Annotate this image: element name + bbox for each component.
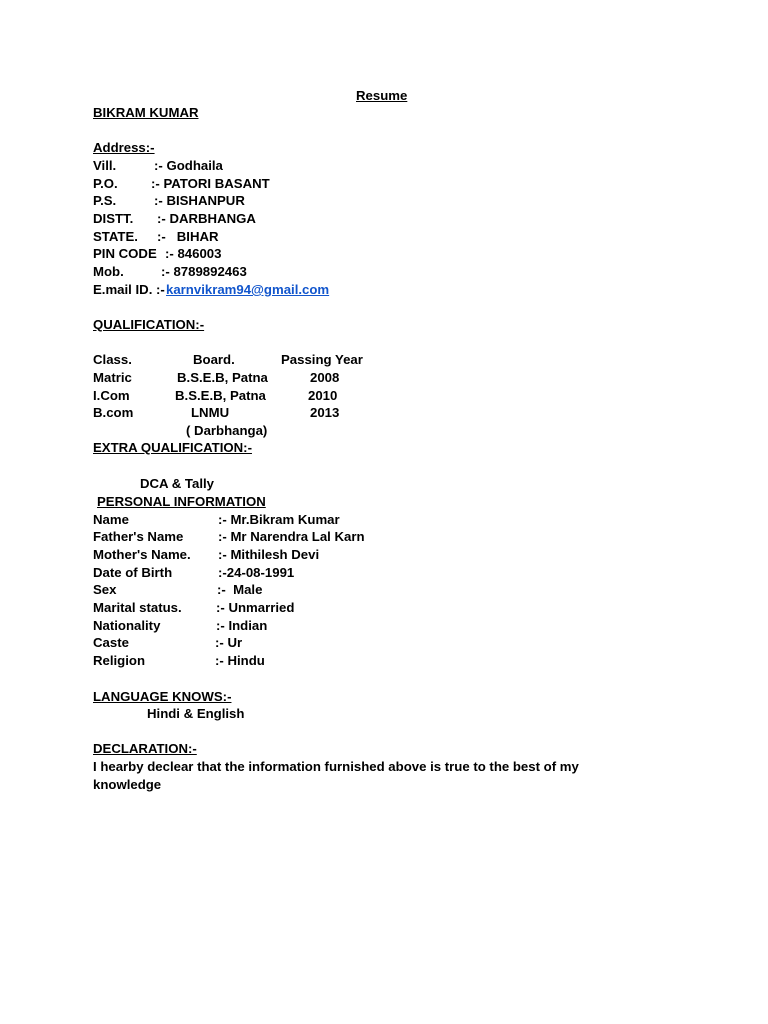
mother-name-value: :- Mithilesh Devi [218, 547, 320, 562]
col-class-header: Class. [93, 352, 132, 367]
po-value: :- PATORI BASANT [151, 176, 270, 191]
declaration-text-line-1: I hearby declear that the information furnished above is true to the best of my [93, 759, 579, 774]
qual-row-board: B.S.E.B, Patna [175, 388, 266, 403]
resume-title: Resume [356, 88, 408, 103]
state-value: :- BIHAR [157, 229, 219, 244]
religion-label: Religion [93, 653, 146, 668]
pin-label: PIN CODE [93, 246, 157, 261]
dob-value: :-24-08-1991 [218, 565, 295, 580]
religion-value: :- Hindu [215, 653, 265, 668]
qualification-heading: QUALIFICATION:- [93, 317, 205, 332]
marital-status-value: :- Unmarried [216, 600, 295, 615]
state-label: STATE. [93, 229, 138, 244]
address-heading: Address:- [93, 140, 155, 155]
dob-label: Date of Birth [93, 565, 173, 580]
nationality-value: :- Indian [216, 618, 268, 633]
vill-value: :- Godhaila [154, 158, 223, 173]
po-label: P.O. [93, 176, 118, 191]
name-heading: BIKRAM KUMAR [93, 105, 199, 120]
qual-row-board: LNMU [191, 405, 230, 420]
mother-name-label: Mother's Name. [93, 547, 191, 562]
ps-value: :- BISHANPUR [154, 193, 245, 208]
vill-label: Vill. [93, 158, 117, 173]
language-heading: LANGUAGE KNOWS:- [93, 689, 232, 704]
qual-row-board: B.S.E.B, Patna [177, 370, 268, 385]
declaration-text-line-2: knowledge [93, 777, 162, 792]
language-value: Hindi & English [147, 706, 245, 721]
col-board-header: Board. [193, 352, 235, 367]
extra-qualification-value: DCA & Tally [140, 476, 215, 491]
caste-value: :- Ur [215, 635, 243, 650]
email-link[interactable]: karnvikram94@gmail.com [166, 282, 330, 297]
qual-row-year: 2013 [310, 405, 340, 420]
personal-heading: PERSONAL INFORMATION [97, 494, 266, 509]
sex-value: :- Male [217, 582, 263, 597]
extra-qualification-heading: EXTRA QUALIFICATION:- [93, 440, 252, 455]
qual-row-year: 2008 [310, 370, 340, 385]
name-value: :- Mr.Bikram Kumar [218, 512, 340, 527]
declaration-heading: DECLARATION:- [93, 741, 197, 756]
qual-row-class: I.Com [93, 388, 130, 403]
father-name-label: Father's Name [93, 529, 184, 544]
distt-label: DISTT. [93, 211, 134, 226]
father-name-value: :- Mr Narendra Lal Karn [218, 529, 365, 544]
ps-label: P.S. [93, 193, 117, 208]
qual-row-year: 2010 [308, 388, 338, 403]
email-label: E.mail ID. :- [93, 282, 165, 297]
qual-row-class: B.com [93, 405, 134, 420]
nationality-label: Nationality [93, 618, 161, 633]
name-label: Name [93, 512, 129, 527]
board-note: ( Darbhanga) [186, 423, 268, 438]
sex-label: Sex [93, 582, 117, 597]
pin-value: :- 846003 [165, 246, 222, 261]
distt-value: :- DARBHANGA [157, 211, 256, 226]
col-year-header: Passing Year [281, 352, 363, 367]
marital-status-label: Marital status. [93, 600, 182, 615]
mob-value: :- 8789892463 [161, 264, 247, 279]
caste-label: Caste [93, 635, 129, 650]
mob-label: Mob. [93, 264, 124, 279]
qual-row-class: Matric [93, 370, 132, 385]
